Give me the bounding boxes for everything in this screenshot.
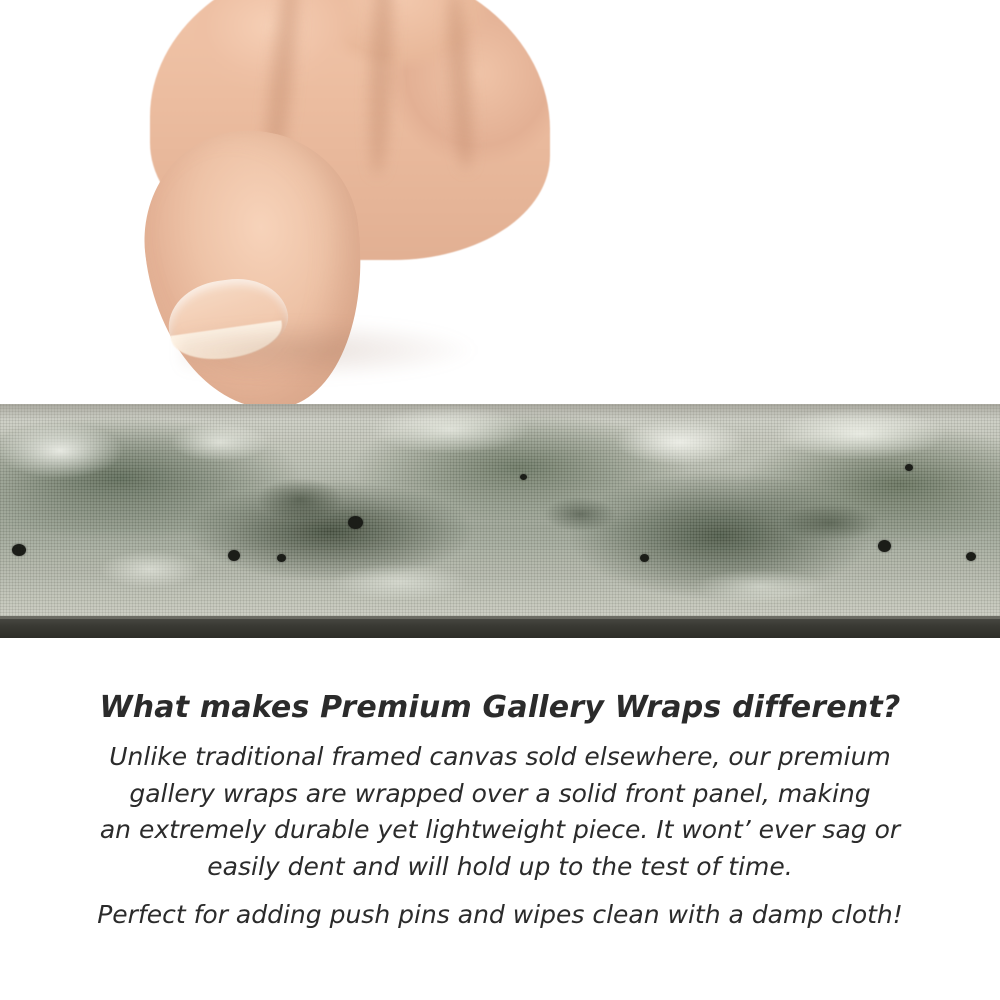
bevel-highlight xyxy=(0,616,1000,619)
canvas-speck xyxy=(878,540,891,552)
hand-contact-shadow xyxy=(180,320,480,380)
caption-line-4: easily dent and will hold up to the test of time. xyxy=(207,851,793,881)
canvas-speck xyxy=(277,554,286,562)
strip-top-shadow xyxy=(0,404,1000,420)
caption-line-5: Perfect for adding push pins and wipes clean with a damp cloth! xyxy=(97,900,903,929)
canvas-speck xyxy=(905,464,913,471)
canvas-speck xyxy=(640,554,649,562)
caption-line-1: Unlike traditional framed canvas sold elsewhere, our premium xyxy=(109,742,891,771)
canvas-edge-strip xyxy=(0,404,1000,616)
caption-block xyxy=(0,690,1000,934)
canvas-edge-bevel xyxy=(0,616,1000,638)
hand-illustration xyxy=(120,0,560,430)
canvas-speck xyxy=(228,550,240,561)
canvas-speck xyxy=(966,552,976,561)
canvas-speck xyxy=(348,516,363,529)
canvas-speck xyxy=(520,474,527,480)
caption-line-2: gallery wraps are wrapped over a solid front panel, making xyxy=(129,778,871,808)
canvas-speck xyxy=(12,544,26,556)
caption-title: What makes Premium Gallery Wraps different? xyxy=(99,690,901,725)
canvas-texture-mottle xyxy=(0,404,1000,616)
caption-line-3: an extremely durable yet lightweight piece. It wont’ ever sag or xyxy=(99,815,901,844)
